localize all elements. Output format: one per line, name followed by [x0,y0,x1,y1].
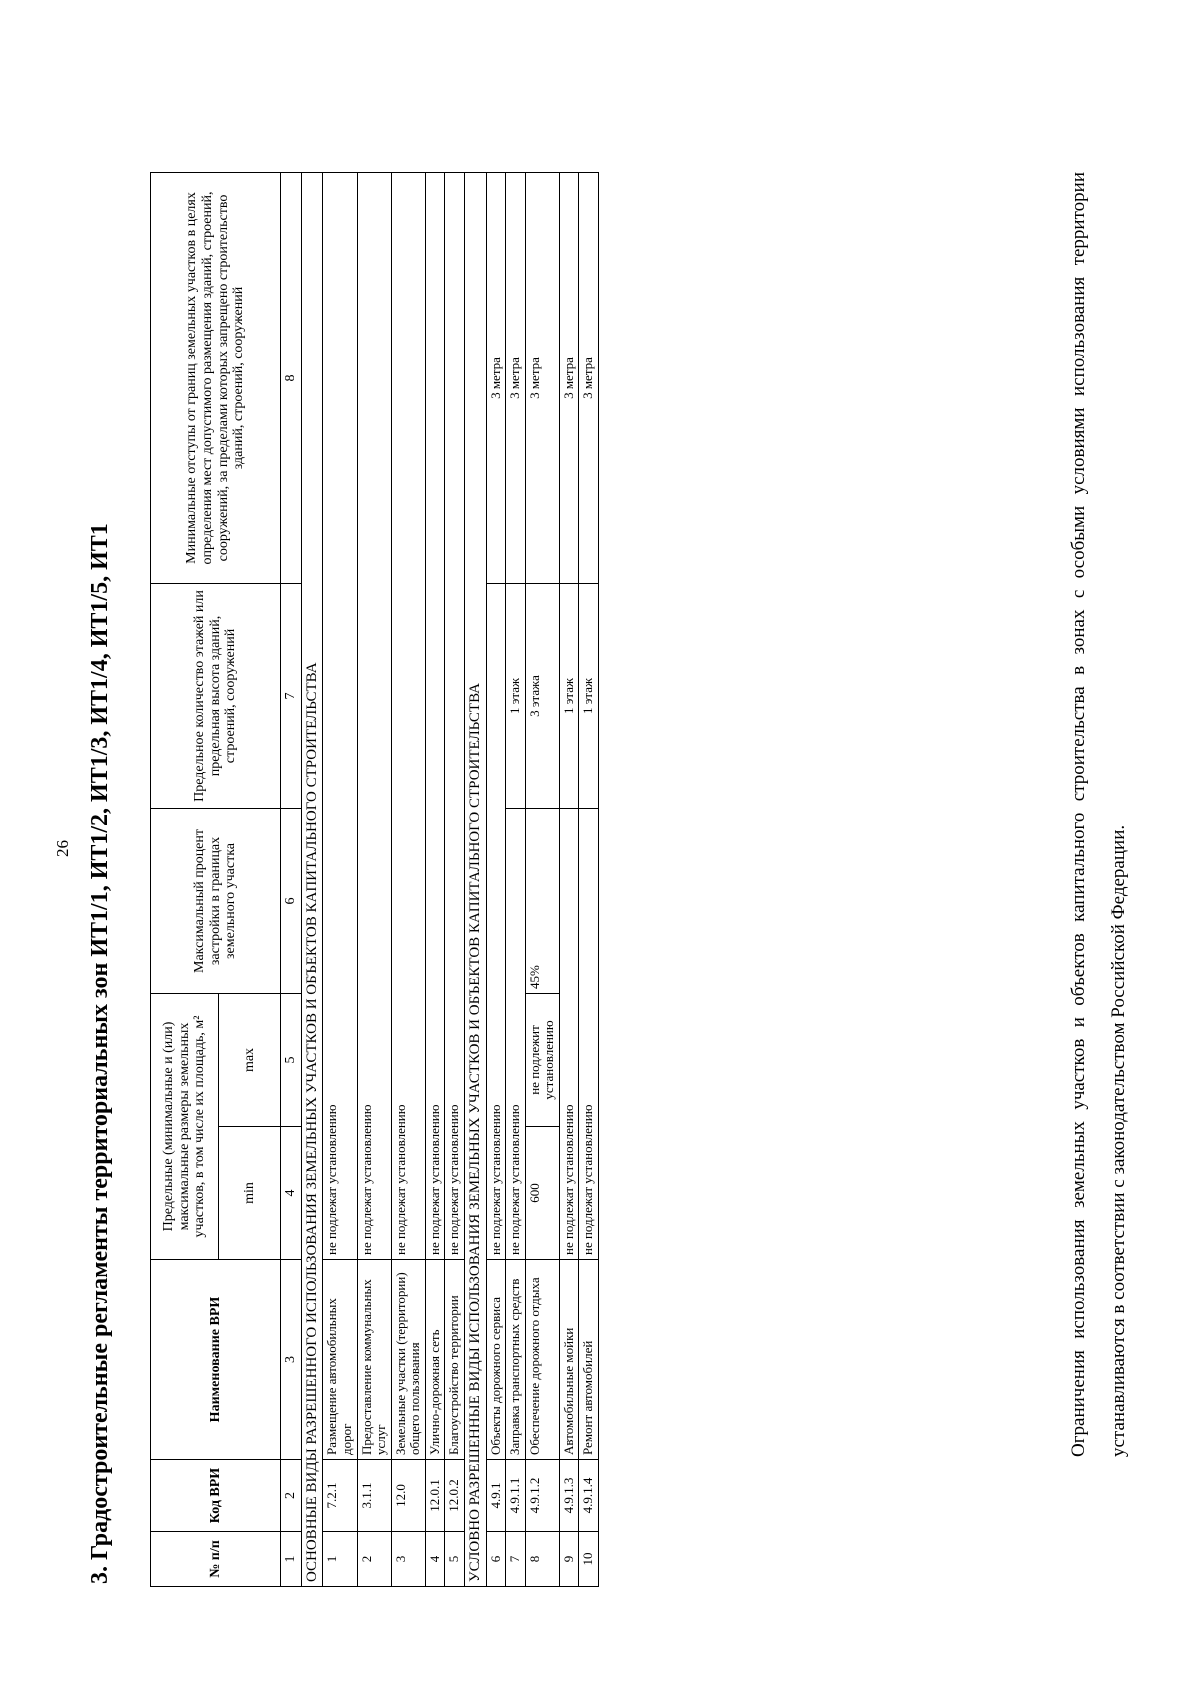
row-floors: 3 этажа [525,583,559,808]
column-number: 8 [281,172,302,583]
row-code: 4.9.1.4 [579,1460,599,1532]
row-not-set: не подлежат установлению [579,808,599,1259]
row-setback: 3 метра [525,172,559,583]
header-size: Предельные (минимальные и (или) максимальные размеры земельных участков, в том числе их площадь, м² [151,993,219,1259]
column-number: 7 [281,583,302,808]
row-number: 6 [486,1532,506,1587]
row-not-set: не подлежат установлению [323,172,357,1259]
row-code: 12.0.2 [445,1460,465,1532]
header-setbacks: Минимальные отступы от границ земельных участков в целях определения мест допустимого размещения зданий, строений, сооружений, за пределами которых запрещено строительство зданий, строений, сооружений [151,172,281,583]
row-not-set: не подлежат установлению [357,172,391,1259]
header-floors: Предельное количество этажей или предельная высота зданий, строений, сооружений [151,583,281,808]
row-name: Размещение автомобильных дорог [323,1260,357,1460]
row-not-set: не подлежат установлению [506,808,526,1259]
row-code: 4.9.1 [486,1460,506,1532]
page-title: 3. Градостроительные регламенты территориальных зон ИТ1/1, ИТ1/2, ИТ1/3, ИТ1/4, ИТ1/5, ИТ1 [87,523,113,1584]
row-number: 8 [525,1532,559,1587]
regulations-table [150,172,599,1587]
column-number: 5 [281,993,302,1126]
row-name: Обеспечение дорожного отдыха [525,1260,559,1460]
column-number: 1 [281,1532,302,1587]
row-number: 10 [579,1532,599,1587]
header-number: № п/п [151,1532,281,1587]
header-code: Код ВРИ [151,1460,281,1532]
header-name: Наименование ВРИ [151,1260,281,1460]
header-max: max [219,993,281,1126]
row-number: 5 [445,1532,465,1587]
row-name: Автомобильные мойки [559,1260,579,1460]
row-name: Улично-дорожная сеть [425,1260,445,1460]
row-code: 4.9.1.3 [559,1460,579,1532]
row-floors: 1 этаж [506,583,526,808]
row-number: 7 [506,1532,526,1587]
row-code: 7.2.1 [323,1460,357,1532]
row-not-set: не подлежат установлению [391,172,425,1259]
row-not-set: не подлежат установлению [425,172,445,1259]
row-setback: 3 метра [559,172,579,583]
row-floors: 1 этаж [559,583,579,808]
row-number: 1 [323,1532,357,1587]
row-code: 3.1.1 [357,1460,391,1532]
row-name: Объекты дорожного сервиса [486,1260,506,1460]
row-number: 3 [391,1532,425,1587]
column-number: 6 [281,808,302,993]
row-setback: 3 метра [579,172,599,583]
row-build-percent: 45% [525,808,559,993]
page-number: 26 [53,840,72,857]
row-number: 9 [559,1532,579,1587]
header-build-percent: Максимальный процент застройки в границах земельного участка [151,808,281,993]
header-min: min [219,1127,281,1260]
row-not-set: не подлежат установлению [445,172,465,1259]
row-max: не подлежит установлению [525,993,559,1126]
row-setback: 3 метра [506,172,526,583]
row-not-set: не подлежат установлению [559,808,579,1259]
row-code: 4.9.1.1 [506,1460,526,1532]
row-min: 600 [525,1127,559,1260]
row-code: 4.9.1.2 [525,1460,559,1532]
row-name: Предоставление коммунальных услуг [357,1260,391,1460]
row-name: Благоустройство территории [445,1260,465,1460]
section-conditional-header: УСЛОВНО РАЗРЕШЕННЫЕ ВИДЫ ИСПОЛЬЗОВАНИЯ ЗЕМЕЛЬНЫХ УЧАСТКОВ И ОБЪЕКТОВ КАПИТАЛЬНОГО СТРОИТЕЛЬСТВА [464,172,486,1586]
column-number: 4 [281,1127,302,1260]
row-floors: 1 этаж [579,583,599,808]
section-main-header: ОСНОВНЫЕ ВИДЫ РАЗРЕШЕННОГО ИСПОЛЬЗОВАНИЯ ЗЕМЕЛЬНЫХ УЧАСТКОВ И ОБЪЕКТОВ КАПИТАЛЬНОГО СТРОИТЕЛЬСТВА [301,172,323,1586]
row-name: Земельные участки (территории) общего пользования [391,1260,425,1460]
row-code: 12.0 [391,1460,425,1532]
column-number: 2 [281,1460,302,1532]
row-name: Заправка транспортных средств [506,1260,526,1460]
row-name: Ремонт автомобилей [579,1260,599,1460]
row-setback: 3 метра [486,172,506,583]
row-not-set: не подлежат установлению [486,583,506,1259]
row-code: 12.0.1 [425,1460,445,1532]
row-number: 4 [425,1532,445,1587]
restrictions-paragraph: Ограничения использования земельных участков и объектов капитального строительства в зонах с особыми условиями использования территории устанавливаются в соответствии с законодательством Российской Федерации. [1068,172,1129,1457]
row-number: 2 [357,1532,391,1587]
column-number: 3 [281,1260,302,1460]
